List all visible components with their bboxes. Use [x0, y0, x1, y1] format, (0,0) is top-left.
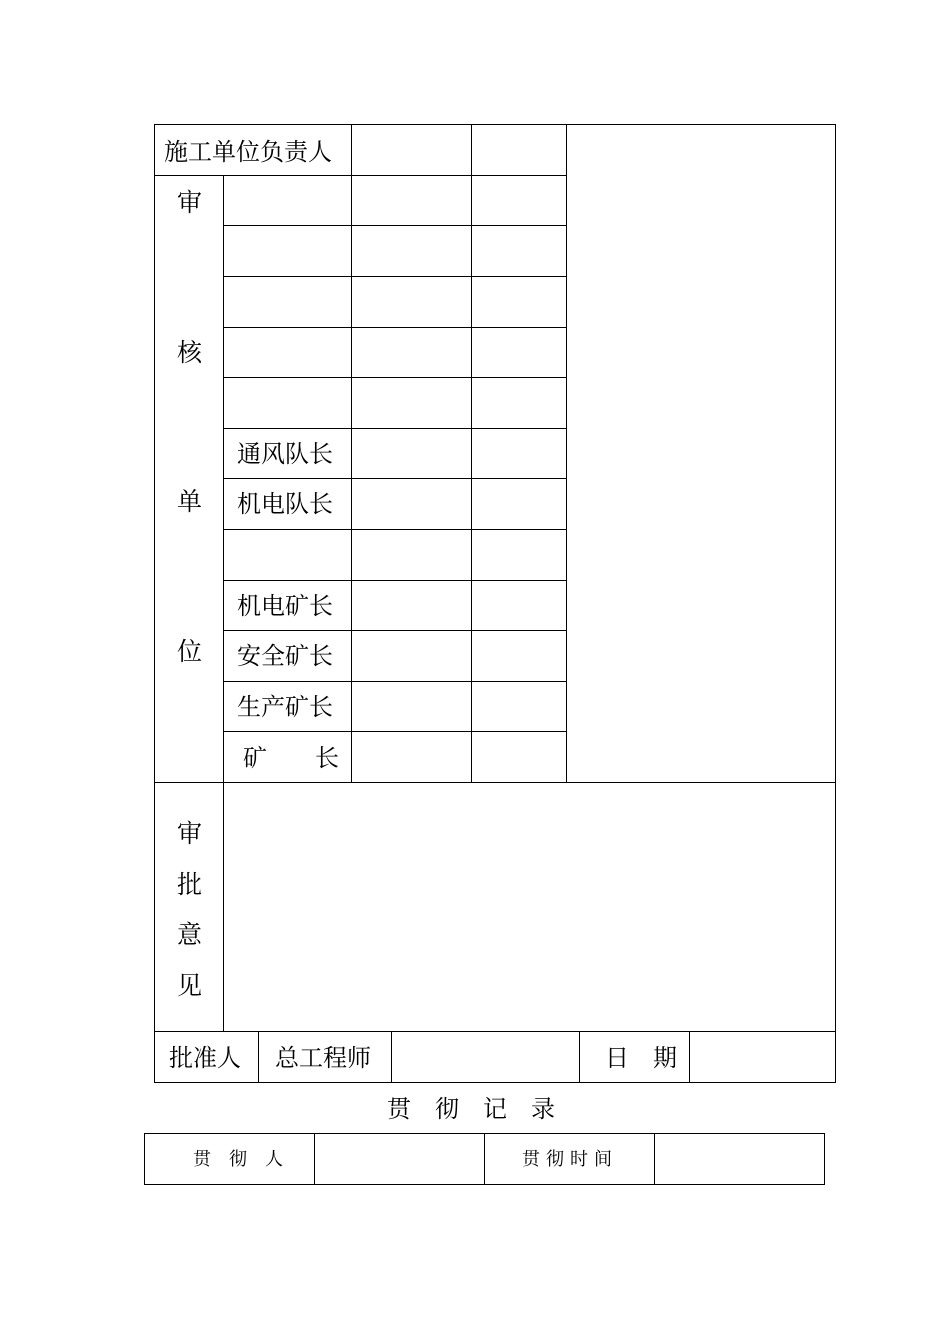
row-line	[223, 478, 567, 479]
col-line	[484, 1133, 485, 1185]
row-line	[223, 681, 567, 682]
approval-opinion-char: 意	[177, 920, 203, 949]
role-label: 矿 长	[243, 744, 339, 772]
role-label: 通风队长	[237, 440, 333, 468]
col-line	[314, 1133, 315, 1185]
col-line	[689, 1031, 690, 1083]
col-line	[654, 1133, 655, 1185]
row-line	[223, 580, 567, 581]
review-unit-char: 审	[177, 188, 203, 217]
col-line	[471, 124, 472, 782]
row-line	[223, 225, 567, 226]
approval-opinion-char: 见	[177, 971, 203, 1000]
date-label: 日 期	[605, 1044, 677, 1072]
role-label: 安全矿长	[237, 642, 333, 670]
chief-engineer-label: 总工程师	[275, 1044, 371, 1072]
col-line	[391, 1031, 392, 1083]
approver-label: 批准人	[169, 1044, 241, 1072]
col-line	[566, 124, 567, 782]
review-unit-char: 位	[177, 637, 203, 666]
review-unit-char: 核	[177, 338, 203, 367]
review-unit-char: 单	[177, 487, 203, 516]
implementation-time-label: 贯彻时间	[522, 1149, 618, 1170]
row-line	[223, 630, 567, 631]
row-line	[223, 377, 567, 378]
section-line	[154, 782, 836, 783]
approval-opinion-char: 批	[177, 870, 203, 899]
row-line	[223, 428, 567, 429]
approval-opinion-char: 审	[177, 819, 203, 848]
row-line	[154, 175, 567, 176]
row-line	[223, 276, 567, 277]
section-line	[154, 1031, 836, 1032]
col-line	[223, 175, 224, 1032]
row-line	[223, 731, 567, 732]
implementation-record-title: 贯 彻 记 录	[387, 1095, 555, 1123]
row-line	[223, 327, 567, 328]
role-label: 机电矿长	[237, 592, 333, 620]
role-label: 生产矿长	[237, 693, 333, 721]
col-line	[258, 1031, 259, 1083]
row-line	[223, 529, 567, 530]
construction-unit-head-label: 施工单位负责人	[164, 138, 332, 166]
implementer-label: 贯 彻 人	[193, 1149, 283, 1170]
col-line	[579, 1031, 580, 1083]
role-label: 机电队长	[237, 490, 333, 518]
col-line	[351, 124, 352, 782]
